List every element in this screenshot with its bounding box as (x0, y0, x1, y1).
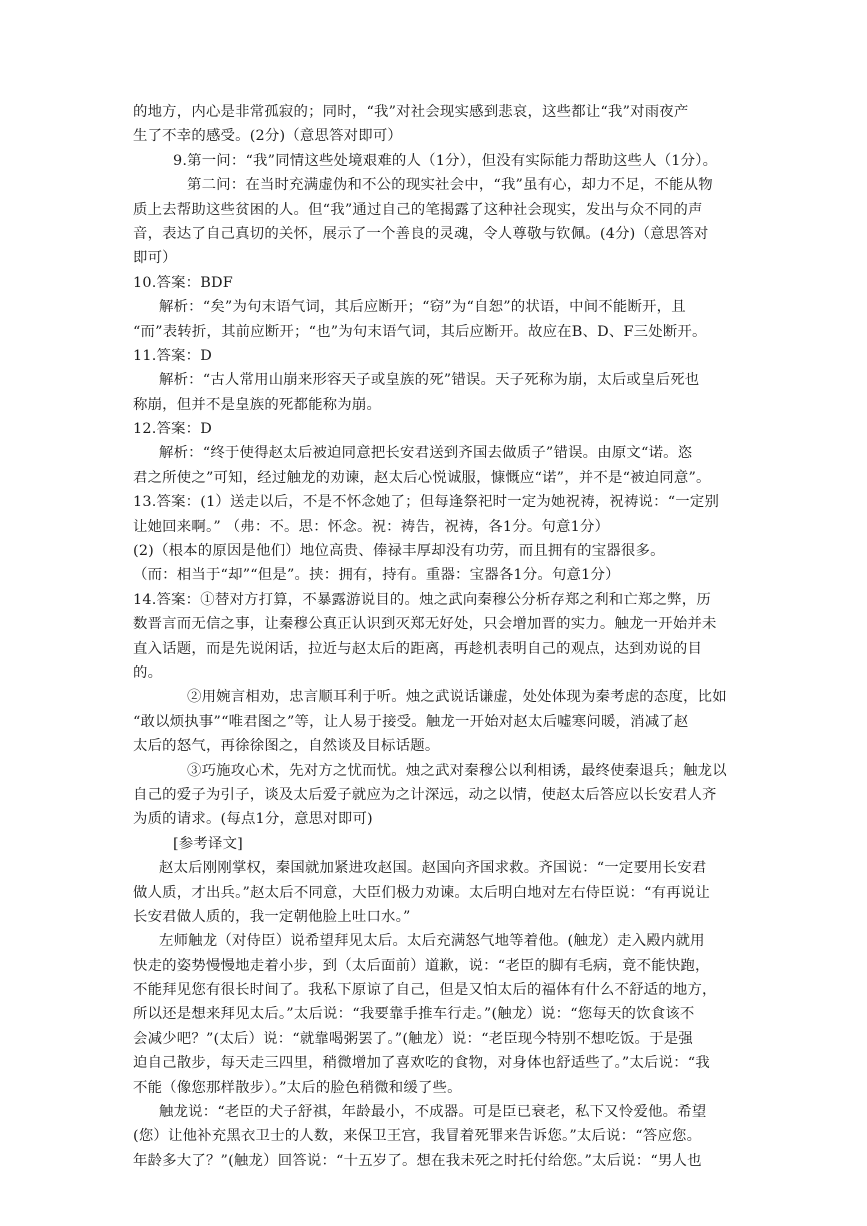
text-line: 音，表达了自己真切的关怀，展示了一个善良的灵魂，令人尊敬与钦佩。(4分)（意思答对 (133, 225, 709, 242)
text-line: 生了不幸的感受。(2分)（意思答对即可） (133, 128, 403, 145)
text-line: 左师触龙（对侍臣）说希望拜见太后。太后充满怒气地等着他。(触龙）走入殿内就用 (159, 933, 705, 950)
text-line: 长安君做人质的，我一定朝他脸上吐口水。” (133, 908, 411, 925)
text-line: 自己的爱子为引子，谈及太后爱子就应为之计深远，动之以情，使赵太后答应以长安君人齐 (133, 786, 717, 803)
text-line: 直入话题，而是先说闲话，拉近与赵太后的距离，再趁机表明自己的观点，达到劝说的目 (133, 640, 703, 657)
text-line: 13.答案：(1）送走以后，不是不怀念她了；但每逢祭祀时一定为她祝祷，祝祷说：“一定别 (133, 494, 720, 511)
text-line: 所以还是想来拜见太后。”太后说：“我要靠手推车行走。”(触龙）说：“您每天的饮食该不 (133, 1006, 695, 1023)
text-line: 14.答案：①替对方打算，不暴露游说目的。烛之武向秦穆公分析存郑之利和亡郑之弊，历 (133, 591, 711, 608)
text-line: 会减少吧？”(太后）说：“就靠喝粥罢了。”(触龙）说：“老臣现今特别不想吃饭。于是强 (133, 1030, 693, 1047)
text-line: 第二问：在当时充满虚伪和不公的现实社会中，“我”虽有心，却力不足，不能从物 (187, 177, 713, 194)
text-line: 称崩，但并不是皇族的死都能称为崩。 (133, 396, 382, 413)
text-line: 11.答案：D (133, 347, 212, 364)
text-line: （而：相当于“却”“但是”。挟：拥有，持有。重器：宝器各1分。句意1分） (133, 567, 620, 584)
text-line: 10.答案：BDF (133, 274, 233, 291)
text-line: 迫自己散步，每天走三四里，稍微增加了喜欢吃的食物，对身体也舒适些了。”太后说：“我 (133, 1055, 710, 1072)
document-body (133, 100, 741, 1173)
text-line: [参考译文] (173, 835, 243, 852)
text-line: “敢以烦执事”“唯君图之”等，让人易于接受。触龙一开始对赵太后嘘寒问暖，消减了赵 (133, 713, 689, 730)
text-line: 快走的姿势慢慢地走着小步，到（太后面前）道歉，说：“老臣的脚有毛病，竟不能快跑， (133, 957, 710, 974)
text-line: 即可） (133, 250, 177, 267)
text-line: 的地方，内心是非常孤寂的；同时，“我”对社会现实感到悲哀，这些都让“我”对雨夜产 (133, 104, 689, 120)
text-line: 解析：“终于使得赵太后被迫同意把长安君送到齐国去做质子”错误。由原文“诺。恣 (159, 445, 693, 462)
text-line: 数晋言而无信之事，让秦穆公真正认识到灭郑无好处，只会增加晋的实力。触龙一开始并未 (133, 616, 717, 633)
text-line: 年龄多大了？”(触龙）回答说：“十五岁了。想在我未死之时托付给您。”太后说：“男人也 (133, 1152, 702, 1169)
text-line: ②用婉言相劝，忠言顺耳利于听。烛之武说话谦虚，处处体现为秦考虑的态度，比如 (187, 689, 727, 706)
text-line: 9.第一问：“我”同情这些处境艰难的人（1分），但没有实际能力帮助这些人（1分）。 (173, 152, 718, 169)
text-line: (2)（根本的原因是他们）地位高贵、俸禄丰厚却没有功劳，而且拥有的宝器很多。 (133, 543, 665, 560)
text-line: 质上去帮助这些贫困的人。但“我”通过自己的笔揭露了这种社会现实，发出与众不同的声 (133, 201, 703, 218)
text-line: (您）让他补充黑衣卫士的人数，来保卫王宫，我冒着死罪来告诉您。”太后说：“答应您。 (133, 1128, 702, 1145)
text-line: 君之所使之”可知，经过触龙的劝谏，赵太后心悦诚服，慷慨应“诺”，并不是“被迫同意”。 (133, 469, 711, 486)
text-line: 不能拜见您有很长时间了。我私下原谅了自己，但是又怕太后的福体有什么不舒适的地方， (133, 982, 717, 999)
text-line: 解析：“古人常用山崩来形容天子或皇族的死”错误。天子死称为崩，太后或皇后死也 (159, 372, 700, 389)
text-line: 让她回来啊。” （弗：不。思：怀念。祝：祷告，祝祷，各1分。句意1分） (133, 518, 610, 535)
text-line: 做人质，才出兵。”赵太后不同意，大臣们极力劝谏。太后明白地对左右侍臣说：“有再说让 (133, 884, 710, 901)
text-line: “而”表转折，其前应断开；“也”为句末语气词，其后应断开。故应在B、D、F三处断开。 (133, 323, 707, 340)
text-line: 太后的怒气，再徐徐图之，自然谈及目标话题。 (133, 738, 440, 755)
text-line: 赵太后刚刚掌权，秦国就加紧进攻赵国。赵国向齐国求救。齐国说：“一定要用长安君 (159, 860, 707, 877)
text-line: ③巧施攻心术，先对方之忧而忧。烛之武对秦穆公以利相诱，最终使秦退兵；触龙以 (187, 762, 727, 779)
text-line: 为质的请求。(每点1分，意思对即可) (133, 811, 373, 828)
text-line: 解析：“矣”为句末语气词，其后应断开；“窃”为“自恕”的状语，中间不能断开，且 (159, 299, 686, 316)
text-line: 触龙说：“老臣的犬子舒祺，年龄最小，不成器。可是臣已衰老，私下又怜爱他。希望 (159, 1104, 707, 1121)
text-line: 12.答案：D (133, 421, 212, 438)
text-line: 不能（像您那样散步）。”太后的脸色稍微和缓了些。 (133, 1079, 462, 1096)
text-line: 的。 (133, 664, 163, 681)
